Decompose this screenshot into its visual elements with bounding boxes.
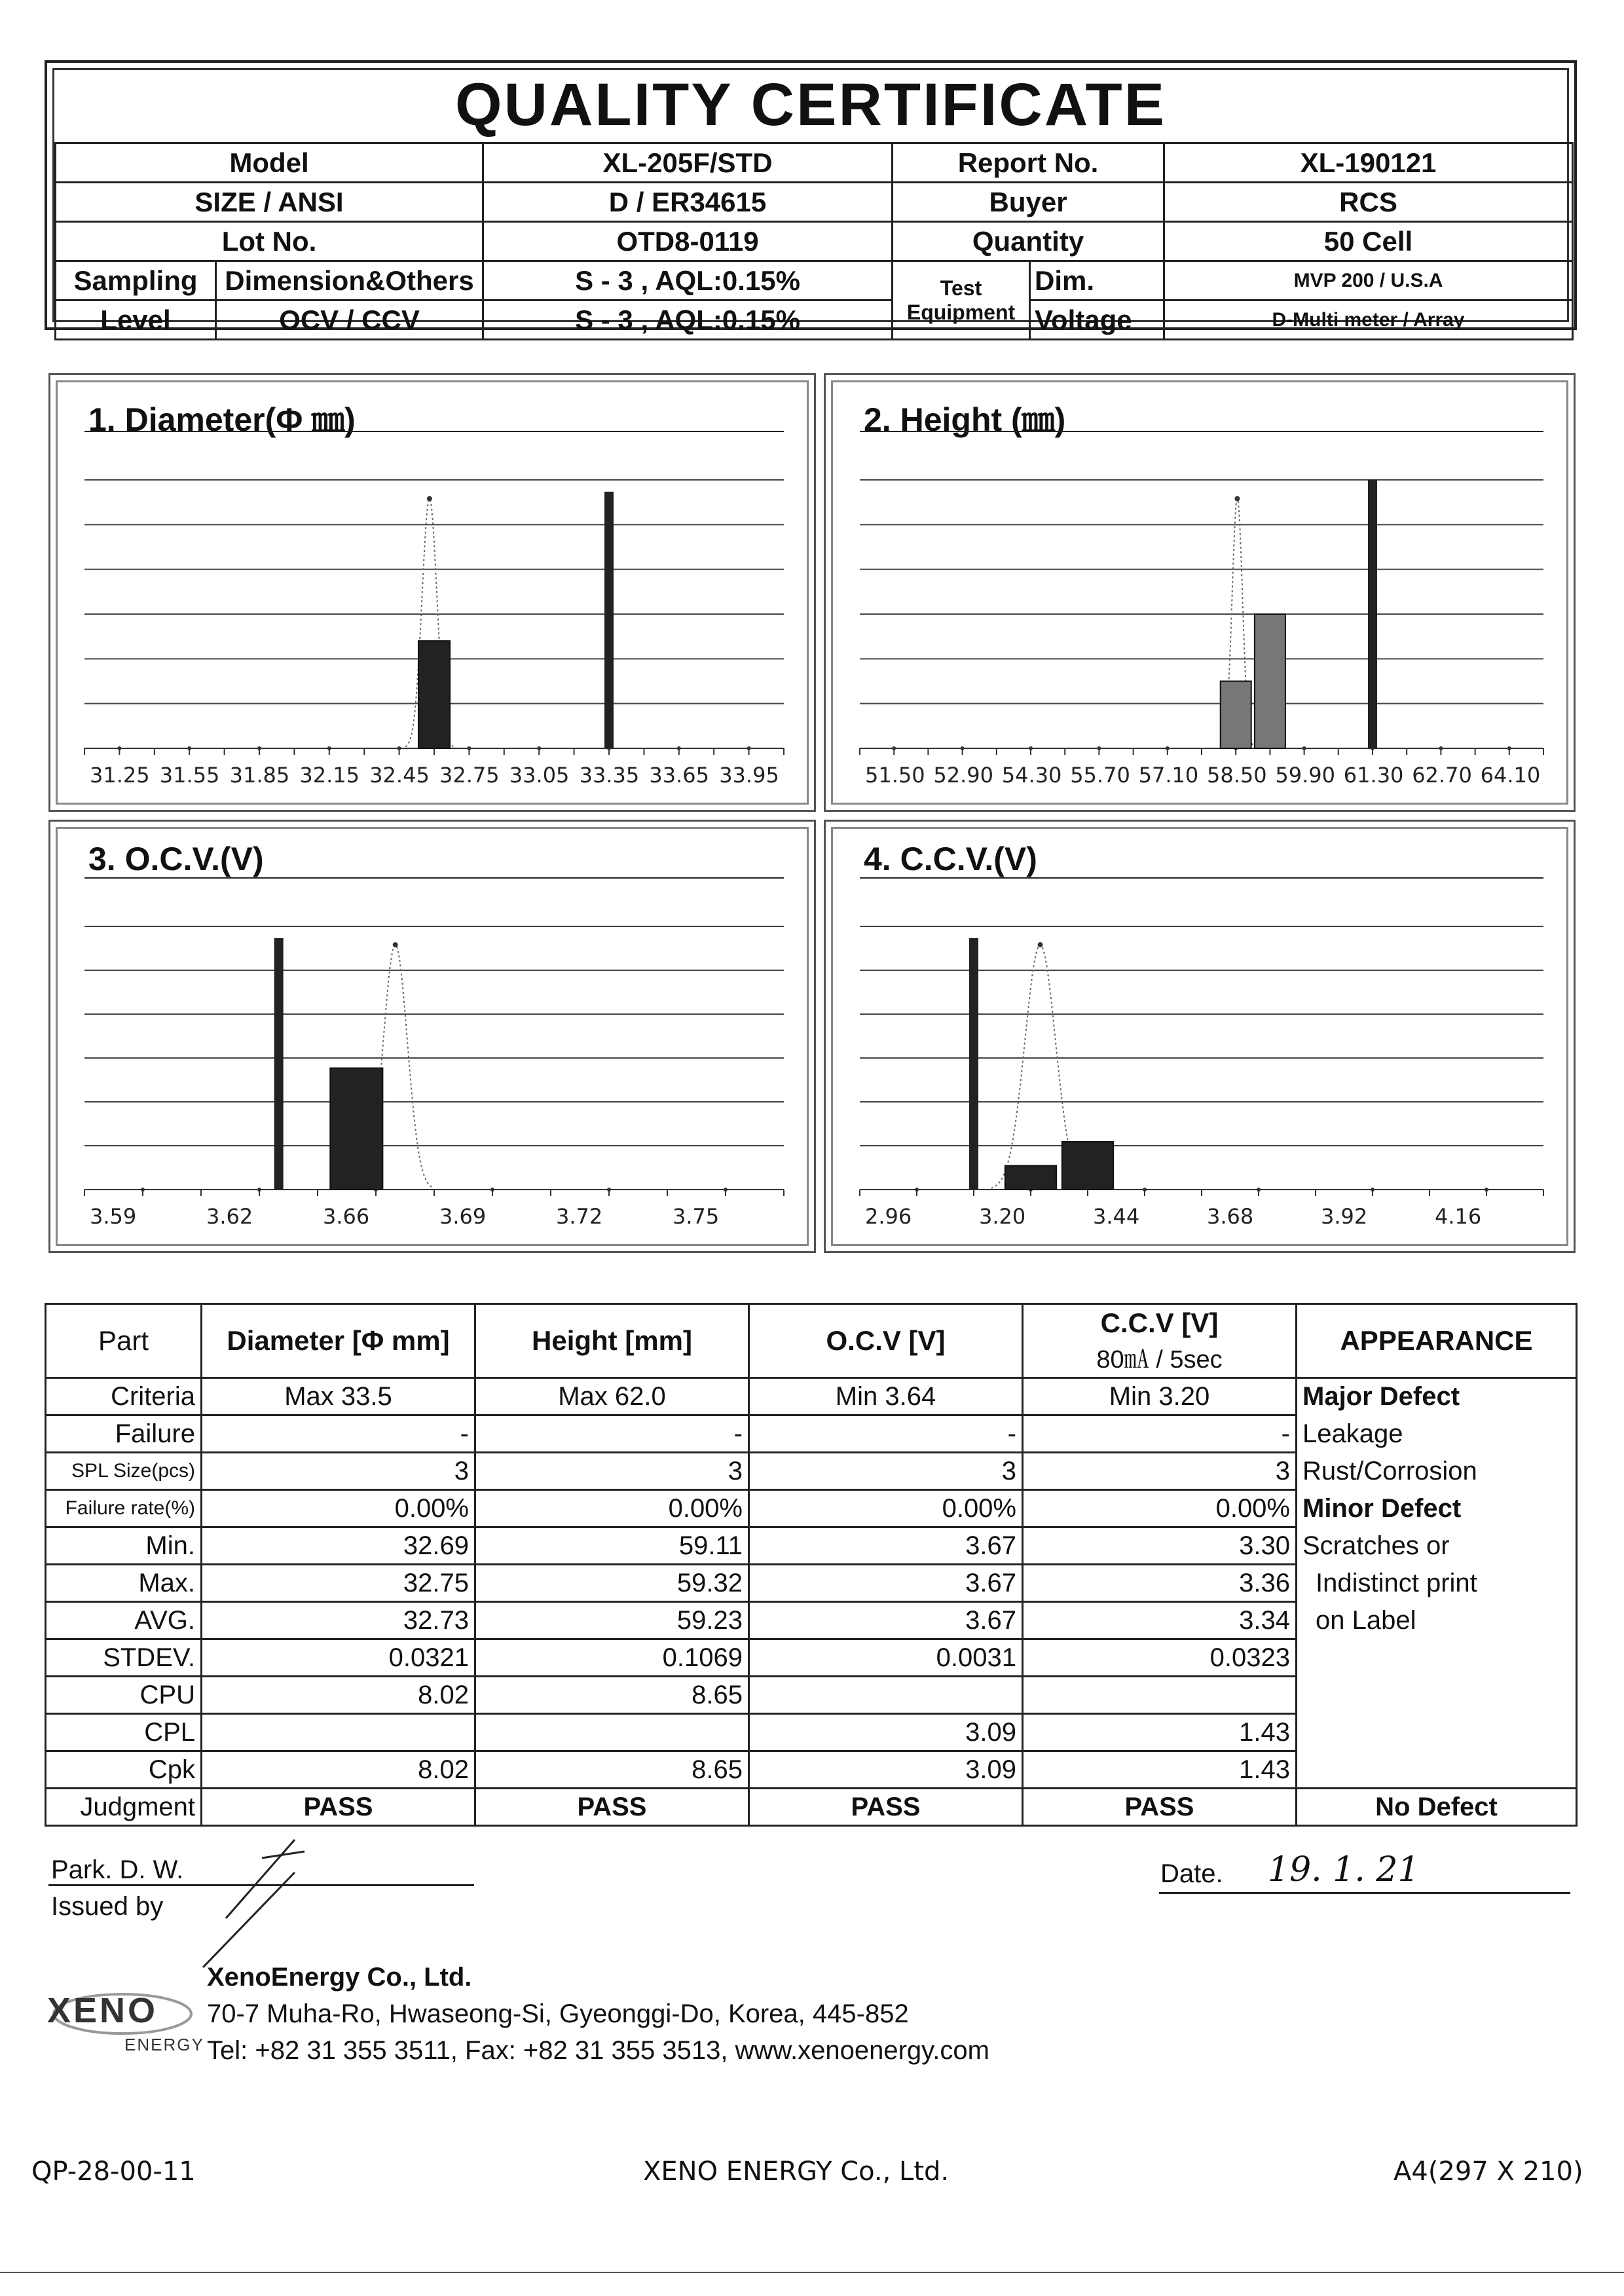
row-label: AVG. — [46, 1602, 202, 1639]
dim-label: Dim. — [1030, 261, 1164, 301]
x-tick-dot — [117, 746, 121, 750]
cell-h: 59.23 — [475, 1602, 749, 1639]
signature-mark — [164, 1833, 360, 1977]
sampling-label-line1: Sampling — [73, 264, 198, 296]
cell-o: 3.67 — [749, 1527, 1023, 1565]
x-tick-label: 31.55 — [159, 763, 220, 788]
x-tick-label: 3.66 — [323, 1204, 370, 1229]
diameter-chart — [50, 375, 818, 814]
x-tick-dot — [397, 746, 401, 750]
dim-others-value: S - 3 , AQL:0.15% — [483, 261, 893, 301]
x-tick-label: 32.15 — [299, 763, 360, 788]
ocv-ccv-value: S - 3 , AQL:0.15% — [483, 301, 893, 340]
cell-d — [202, 1714, 475, 1751]
ocv-chart — [50, 822, 818, 1255]
height-chart-title: 2. Height (㎜) — [864, 401, 1066, 438]
cell-d: Max 33.5 — [202, 1378, 475, 1415]
table-row — [46, 1378, 1577, 1415]
spec-limit-line — [969, 938, 978, 1190]
diameter-chart-panel — [48, 373, 816, 812]
row-label: Failure — [46, 1415, 202, 1453]
height-chart-panel — [824, 373, 1576, 812]
voltage-label: Voltage — [1030, 301, 1164, 340]
lot-label: Lot No. — [56, 222, 483, 261]
header-info-table — [54, 142, 1574, 340]
x-tick-label: 3.20 — [979, 1204, 1026, 1229]
cell-d: - — [202, 1415, 475, 1453]
curve-peak-marker — [1038, 942, 1043, 947]
x-tick-label: 3.72 — [556, 1204, 603, 1229]
model-label: Model — [56, 143, 483, 183]
appearance-cell — [1297, 1714, 1577, 1751]
cell-o: - — [749, 1415, 1023, 1453]
level-label: Level — [56, 301, 216, 340]
row-label: SPL Size(pcs) — [46, 1453, 202, 1490]
ccv-header-line1: C.C.V [V] — [1100, 1307, 1219, 1338]
company-contact: Tel: +82 31 355 3511, Fax: +82 31 355 3513, www.xenoenergy.com — [207, 2036, 989, 2065]
cell-o: 3.09 — [749, 1714, 1023, 1751]
doc-code: QP-28-00-11 — [31, 2157, 196, 2187]
table-row — [46, 1527, 1577, 1565]
x-tick-label: 4.16 — [1435, 1204, 1482, 1229]
x-tick-label: 3.68 — [1207, 1204, 1254, 1229]
judgment-ocv: PASS — [749, 1789, 1023, 1826]
curve-peak-marker — [393, 942, 398, 947]
cell-h: - — [475, 1415, 749, 1453]
table-header-row — [46, 1304, 1577, 1378]
x-tick-label: 61.30 — [1343, 763, 1404, 788]
x-tick-label: 33.65 — [649, 763, 710, 788]
judgment-ccv: PASS — [1023, 1789, 1297, 1826]
x-tick-dot — [1257, 1188, 1261, 1192]
height-header: Height [mm] — [475, 1304, 749, 1378]
appearance-cell — [1297, 1677, 1577, 1714]
certificate-header-inner — [52, 68, 1569, 335]
histogram-bar — [418, 641, 450, 748]
x-tick-dot — [607, 1188, 611, 1192]
x-tick-dot — [467, 746, 471, 750]
x-tick-label: 3.44 — [1093, 1204, 1140, 1229]
cell-o: 3.67 — [749, 1602, 1023, 1639]
x-tick-label: 3.59 — [90, 1204, 137, 1229]
buyer-label: Buyer — [893, 183, 1164, 222]
x-tick-label: 52.90 — [933, 763, 994, 788]
cell-d: 32.69 — [202, 1527, 475, 1565]
cell-d: 8.02 — [202, 1751, 475, 1789]
x-tick-label: 32.75 — [439, 763, 500, 788]
appearance-cell: Minor Defect — [1297, 1490, 1577, 1527]
cell-h: Max 62.0 — [475, 1378, 749, 1415]
ccv-chart-title: 4. C.C.V.(V) — [864, 841, 1037, 877]
x-tick-dot — [1439, 746, 1443, 750]
date-line — [1159, 1892, 1570, 1894]
x-tick-dot — [1302, 746, 1306, 750]
spec-limit-line — [274, 938, 284, 1190]
x-tick-label: 2.96 — [865, 1204, 912, 1229]
cell-c: - — [1023, 1415, 1297, 1453]
row-label: Cpk — [46, 1751, 202, 1789]
ocv-ccv-label: OCV / CCV — [216, 301, 483, 340]
x-tick-dot — [1097, 746, 1101, 750]
x-tick-label: 51.50 — [865, 763, 925, 788]
company-name: XenoEnergy Co., Ltd. — [207, 1963, 472, 1992]
row-label: Criteria — [46, 1378, 202, 1415]
issued-by-label: Issued by — [51, 1892, 164, 1921]
histogram-bar — [1062, 1142, 1113, 1190]
x-tick-label: 3.69 — [439, 1204, 487, 1229]
ocv-header: O.C.V [V] — [749, 1304, 1023, 1378]
x-tick-label: 33.05 — [509, 763, 570, 788]
x-tick-dot — [537, 746, 541, 750]
cell-h: 0.1069 — [475, 1639, 749, 1677]
spec-limit-line — [604, 492, 614, 748]
appearance-cell: Scratches or — [1297, 1527, 1577, 1565]
x-tick-dot — [747, 746, 751, 750]
cell-c — [1023, 1677, 1297, 1714]
date-label: Date. — [1160, 1859, 1223, 1888]
histogram-bar — [330, 1068, 382, 1190]
cell-o — [749, 1677, 1023, 1714]
x-tick-label: 32.45 — [369, 763, 430, 788]
x-tick-dot — [677, 746, 681, 750]
curve-peak-marker — [1234, 496, 1240, 501]
row-label: Max. — [46, 1565, 202, 1602]
cell-o: Min 3.64 — [749, 1378, 1023, 1415]
cell-c: 1.43 — [1023, 1751, 1297, 1789]
curve-peak-marker — [427, 496, 432, 501]
appearance-cell: Indistinct print — [1297, 1565, 1577, 1602]
ccv-header-line2: 80㎃ / 5sec — [1096, 1345, 1223, 1374]
appearance-cell — [1297, 1751, 1577, 1789]
voltage-equipment: D-Multi meter / Array — [1164, 301, 1573, 340]
row-label: STDEV. — [46, 1639, 202, 1677]
x-tick-label: 3.75 — [673, 1204, 720, 1229]
dim-equipment: MVP 200 / U.S.A — [1164, 261, 1573, 301]
cell-o: 3.09 — [749, 1751, 1023, 1789]
height-chart — [826, 375, 1578, 814]
table-row — [46, 1714, 1577, 1751]
judgment-diameter: PASS — [202, 1789, 475, 1826]
cell-c: 0.00% — [1023, 1490, 1297, 1527]
cell-o: 3 — [749, 1453, 1023, 1490]
x-tick-label: 54.30 — [1001, 763, 1062, 788]
x-tick-dot — [257, 1188, 261, 1192]
cell-c: 3.34 — [1023, 1602, 1297, 1639]
table-row — [46, 1751, 1577, 1789]
x-tick-label: 3.62 — [206, 1204, 253, 1229]
x-tick-dot — [1485, 1188, 1488, 1192]
quantity-value: 50 Cell — [1164, 222, 1573, 261]
x-tick-dot — [490, 1188, 494, 1192]
x-tick-dot — [1507, 746, 1511, 750]
x-tick-dot — [1371, 1188, 1375, 1192]
histogram-bar — [1221, 682, 1251, 749]
table-row — [46, 1453, 1577, 1490]
judgment-height: PASS — [475, 1789, 749, 1826]
page-bottom-rule — [0, 2272, 1624, 2273]
cell-h: 8.65 — [475, 1751, 749, 1789]
appearance-cell: on Label — [1297, 1602, 1577, 1639]
cell-h: 59.32 — [475, 1565, 749, 1602]
table-row — [46, 1415, 1577, 1453]
report-label: Report No. — [893, 143, 1164, 183]
diameter-header: Diameter [Φ mm] — [202, 1304, 475, 1378]
appearance-header: APPEARANCE — [1297, 1304, 1577, 1378]
cell-c: Min 3.20 — [1023, 1378, 1297, 1415]
logo-text: XENO — [47, 1991, 158, 2030]
x-tick-dot — [892, 746, 896, 750]
paper-size: A4(297 X 210) — [1393, 2157, 1583, 2187]
table-row — [46, 1490, 1577, 1527]
cell-c: 3 — [1023, 1453, 1297, 1490]
size-value: D / ER34615 — [483, 183, 893, 222]
row-label: CPU — [46, 1677, 202, 1714]
buyer-value: RCS — [1164, 183, 1573, 222]
row-label: CPL — [46, 1714, 202, 1751]
test-label-line1: Test — [940, 276, 982, 300]
cell-d: 0.0321 — [202, 1639, 475, 1677]
x-tick-dot — [187, 746, 191, 750]
table-body — [46, 1378, 1577, 1789]
logo-subtext: ENERGY — [124, 2035, 204, 2054]
cell-c: 3.36 — [1023, 1565, 1297, 1602]
ccv-header — [1023, 1304, 1297, 1378]
x-tick-label: 31.25 — [90, 763, 150, 788]
cell-h: 8.65 — [475, 1677, 749, 1714]
x-tick-label: 64.10 — [1480, 763, 1541, 788]
size-label: SIZE / ANSI — [56, 183, 483, 222]
table-row — [46, 1565, 1577, 1602]
certificate-header — [45, 60, 1577, 335]
x-tick-label: 33.35 — [579, 763, 640, 788]
lot-value: OTD8-0119 — [483, 222, 893, 261]
appearance-cell: Leakage — [1297, 1415, 1577, 1453]
histogram-bar — [1005, 1165, 1056, 1190]
ccv-chart — [826, 822, 1578, 1255]
cell-c: 1.43 — [1023, 1714, 1297, 1751]
quantity-label: Quantity — [893, 222, 1164, 261]
x-tick-dot — [724, 1188, 728, 1192]
company-logo — [47, 1990, 204, 2075]
x-tick-dot — [961, 746, 965, 750]
row-label: Min. — [46, 1527, 202, 1565]
row-label: Failure rate(%) — [46, 1490, 202, 1527]
x-tick-dot — [1166, 746, 1170, 750]
spec-limit-line — [1368, 480, 1377, 748]
histogram-bar — [1255, 614, 1285, 748]
x-tick-label: 55.70 — [1070, 763, 1130, 788]
cell-d: 32.73 — [202, 1602, 475, 1639]
x-tick-label: 58.50 — [1207, 763, 1267, 788]
cell-d: 0.00% — [202, 1490, 475, 1527]
x-tick-label: 31.85 — [229, 763, 290, 788]
x-tick-dot — [327, 746, 331, 750]
cell-h — [475, 1714, 749, 1751]
cell-d: 8.02 — [202, 1677, 475, 1714]
part-header: Part — [46, 1304, 202, 1378]
x-tick-dot — [141, 1188, 145, 1192]
x-tick-label: 59.90 — [1275, 763, 1336, 788]
x-tick-dot — [915, 1188, 919, 1192]
page-title: QUALITY CERTIFICATE — [454, 71, 1167, 138]
appearance-cell: Major Defect — [1297, 1378, 1577, 1415]
cell-c: 3.30 — [1023, 1527, 1297, 1565]
cell-o: 3.67 — [749, 1565, 1023, 1602]
cell-c: 0.0323 — [1023, 1639, 1297, 1677]
judgment-appearance: No Defect — [1297, 1789, 1577, 1826]
table-row — [46, 1639, 1577, 1677]
table-row — [46, 1602, 1577, 1639]
ocv-chart-panel — [48, 820, 816, 1253]
report-value: XL-190121 — [1164, 143, 1573, 183]
cell-h: 59.11 — [475, 1527, 749, 1565]
cell-h: 3 — [475, 1453, 749, 1490]
judgment-label: Judgment — [46, 1789, 202, 1826]
x-tick-dot — [1029, 746, 1033, 750]
test-equipment-label — [893, 261, 1030, 340]
judgment-row — [46, 1789, 1577, 1826]
cell-o: 0.00% — [749, 1490, 1023, 1527]
sampling-label — [56, 261, 216, 301]
diameter-chart-title: 1. Diameter(Φ ㎜) — [88, 401, 356, 438]
ccv-chart-panel — [824, 820, 1576, 1253]
ocv-chart-title: 3. O.C.V.(V) — [88, 841, 264, 877]
footer-company: XENO ENERGY Co., Ltd. — [643, 2157, 950, 2187]
table-row — [46, 1677, 1577, 1714]
inspector-name: Park. D. W. — [51, 1855, 184, 1884]
cell-d: 32.75 — [202, 1565, 475, 1602]
x-tick-label: 57.10 — [1138, 763, 1199, 788]
cell-o: 0.0031 — [749, 1639, 1023, 1677]
company-address: 70-7 Muha-Ro, Hwaseong-Si, Gyeonggi-Do, Korea, 445-852 — [207, 1999, 909, 2028]
appearance-cell: Rust/Corrosion — [1297, 1453, 1577, 1490]
appearance-cell — [1297, 1639, 1577, 1677]
test-label-line2: Equipment — [906, 300, 1016, 324]
cell-d: 3 — [202, 1453, 475, 1490]
x-tick-dot — [1143, 1188, 1147, 1192]
x-tick-label: 3.92 — [1321, 1204, 1368, 1229]
dim-others-label: Dimension&Others — [216, 261, 483, 301]
x-tick-dot — [257, 746, 261, 750]
x-tick-label: 33.95 — [719, 763, 779, 788]
model-value: XL-205F/STD — [483, 143, 893, 183]
date-value: 19. 1. 21 — [1268, 1850, 1420, 1889]
cell-h: 0.00% — [475, 1490, 749, 1527]
x-tick-label: 62.70 — [1412, 763, 1472, 788]
inspection-results-table — [45, 1303, 1578, 1827]
